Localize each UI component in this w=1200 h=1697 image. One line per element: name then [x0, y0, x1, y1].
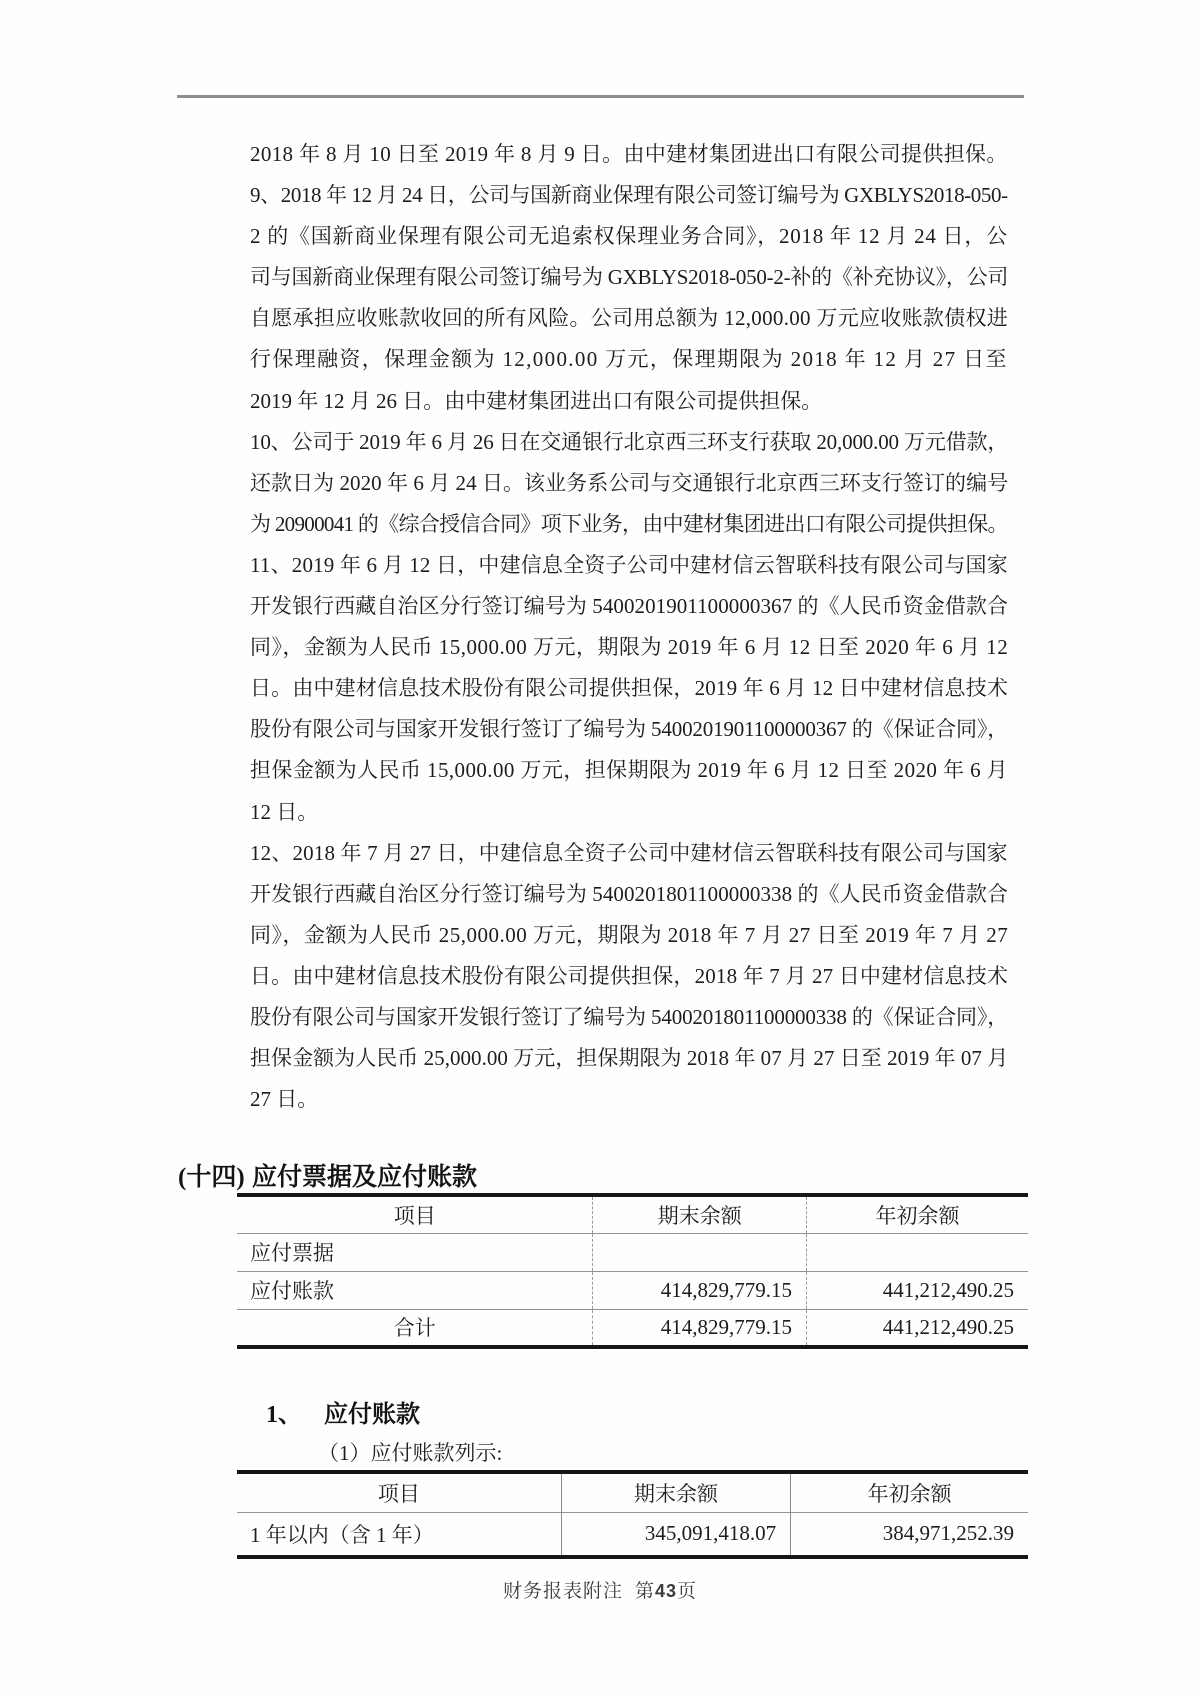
- table-row-within-one-year: [237, 1512, 1028, 1557]
- table-header-row: [237, 1472, 1028, 1512]
- paragraph-line: [250, 915, 1008, 956]
- paragraph-line: [250, 833, 1008, 874]
- paragraph-line: [250, 134, 1008, 175]
- ending-balance-cell: 414,829,779.15: [593, 1271, 807, 1309]
- line-text: 2019 年 12 月 26 日。由中建材集团进出口有限公司提供担保。: [250, 388, 823, 413]
- line-text: 开发银行西藏自治区分行签订编号为 5400201801100000338 的《人民币资金借款合: [250, 881, 1009, 906]
- line-text: 日。由中建材信息技术股份有限公司提供担保，2019 年 6 月 12 日中建材信息技术: [250, 676, 1009, 701]
- ending-balance-cell: [593, 1233, 807, 1271]
- col-header-ending-balance: 期末余额: [561, 1472, 790, 1512]
- paragraph-line: [250, 298, 1008, 339]
- subsection-1-number: 1、: [266, 1402, 302, 1428]
- paragraph-line: [250, 545, 1008, 586]
- line-text: 股份有限公司与国家开发银行签订了编号为 5400201901100000367 的《保证合同》，: [250, 717, 1009, 742]
- line-text: 12 日。: [250, 799, 319, 824]
- ending-balance-cell: 414,829,779.15: [593, 1309, 807, 1347]
- paragraph-line: [250, 257, 1008, 298]
- line-text: 股份有限公司与国家开发银行签订了编号为 5400201801100000338 的《保证合同》，: [250, 1004, 1009, 1029]
- paragraph-line: [250, 504, 1008, 545]
- paragraph-line: [250, 627, 1008, 668]
- item-cell: 应付账款: [237, 1271, 593, 1309]
- line-text: 2 的《国新商业保理有限公司无追索权保理业务合同》，2018 年 12 月 24 日，公: [250, 224, 1008, 249]
- paragraph-line: [250, 874, 1008, 915]
- table-row-total: [237, 1309, 1028, 1347]
- line-text: 司与国新商业保理有限公司签订编号为 GXBLYS2018-050-2-补的《补充协议》，公司: [250, 265, 1009, 290]
- accounts-payable-list-label: （1）应付账款列示:: [318, 1441, 503, 1465]
- section-14-title: 应付票据及应付账款: [252, 1164, 478, 1191]
- paragraph-line: [250, 1079, 1008, 1120]
- line-text: 日。由中建材信息技术股份有限公司提供担保，2018 年 7 月 27 日中建材信息技术: [250, 963, 1009, 988]
- paragraph-line: [250, 175, 1008, 216]
- footer-page-suffix: 页: [677, 1581, 698, 1602]
- payables-summary-table: [237, 1193, 1028, 1349]
- line-text: 11、2019 年 6 月 12 日，中建信息全资子公司中建材信云智联科技有限公司与国家: [250, 552, 1008, 577]
- line-text: 为 20900041 的《综合授信合同》项下业务，由中建材集团进出口有限公司提供担保。: [250, 511, 1008, 536]
- item-cell: 1 年以内（含 1 年）: [237, 1512, 561, 1557]
- paragraph-line: [250, 339, 1008, 380]
- footer-label: 财务报表附注: [502, 1581, 623, 1602]
- paragraph-line: [250, 792, 1008, 833]
- notes-body: [250, 134, 1008, 1120]
- col-header-beginning-balance: 年初余额: [791, 1472, 1028, 1512]
- col-header-beginning-balance: 年初余额: [807, 1195, 1029, 1233]
- beginning-balance-cell: 441,212,490.25: [807, 1309, 1029, 1347]
- table-row-accounts-payable: [237, 1271, 1028, 1309]
- paragraph-line: [250, 709, 1008, 750]
- line-text: 2018 年 8 月 10 日至 2019 年 8 月 9 日。由中建材集团进出口有限公司提供担保。: [250, 142, 1008, 166]
- paragraph-line: [250, 956, 1008, 997]
- table-header-row: [237, 1195, 1028, 1233]
- paragraph-line: [250, 1038, 1008, 1079]
- section-14-number: (十四): [178, 1164, 245, 1191]
- item-cell: 应付票据: [237, 1233, 593, 1271]
- line-text: 自愿承担应收账款收回的所有风险。公司用总额为 12,000.00 万元应收账款债权进: [250, 306, 1009, 331]
- footer-page-number: 43: [654, 1581, 678, 1601]
- paragraph-line: [250, 463, 1008, 504]
- line-text: 担保金额为人民币 15,000.00 万元，担保期限为 2019 年 6 月 12 日至 2020 年 6 月: [250, 758, 1009, 783]
- page-header-rule: [177, 95, 1024, 98]
- line-text: 还款日为 2020 年 6 月 24 日。该业务系公司与交通银行北京西三环支行签订的编号: [250, 470, 1009, 495]
- col-header-ending-balance: 期末余额: [593, 1195, 807, 1233]
- beginning-balance-cell: [807, 1233, 1029, 1271]
- page-footer: [0, 1576, 1200, 1603]
- paragraph-line: [250, 216, 1008, 257]
- line-text: 27 日。: [250, 1087, 319, 1112]
- line-text: 同》，金额为人民币 15,000.00 万元，期限为 2019 年 6 月 12 日至 2020 年 6 月 12: [250, 635, 1009, 660]
- line-text: 担保金额为人民币 25,000.00 万元，担保期限为 2018 年 07 月 27 日至 2019 年 07 月: [250, 1046, 1009, 1071]
- line-text: 12、2018 年 7 月 27 日，中建信息全资子公司中建材信云智联科技有限公司与国家: [250, 840, 1008, 865]
- ending-balance-cell: 345,091,418.07: [561, 1512, 790, 1557]
- accounts-payable-aging-table: [237, 1470, 1028, 1559]
- paragraph-line: [250, 668, 1008, 709]
- beginning-balance-cell: 384,971,252.39: [791, 1512, 1028, 1557]
- beginning-balance-cell: 441,212,490.25: [807, 1271, 1029, 1309]
- line-text: 10、公司于 2019 年 6 月 26 日在交通银行北京西三环支行获取 20,000.00 万元借款，: [250, 429, 1009, 454]
- col-header-item: 项目: [393, 1203, 436, 1228]
- paragraph-line: [250, 422, 1008, 463]
- paragraph-line: [250, 750, 1008, 791]
- paragraph-line: [250, 586, 1008, 627]
- total-label-cell: 合计: [237, 1309, 593, 1347]
- subsection-1-title: 应付账款: [324, 1402, 420, 1428]
- line-text: 行保理融资，保理金额为 12,000.00 万元，保理期限为 2018 年 12 月 27 日至: [250, 347, 1008, 372]
- line-text: 开发银行西藏自治区分行签订编号为 5400201901100000367 的《人民币资金借款合: [250, 594, 1009, 619]
- paragraph-line: [250, 381, 1008, 422]
- paragraph-line: [250, 997, 1008, 1038]
- footer-page-prefix: 第: [634, 1581, 655, 1602]
- line-text: 9、2018 年 12 月 24 日，公司与国新商业保理有限公司签订编号为 GXBLYS2018-050-: [250, 183, 1008, 208]
- line-text: 同》，金额为人民币 25,000.00 万元，期限为 2018 年 7 月 27 日至 2019 年 7 月 27: [250, 922, 1009, 947]
- col-header-item: 项目: [377, 1481, 420, 1506]
- table-row-notes-payable: [237, 1233, 1028, 1271]
